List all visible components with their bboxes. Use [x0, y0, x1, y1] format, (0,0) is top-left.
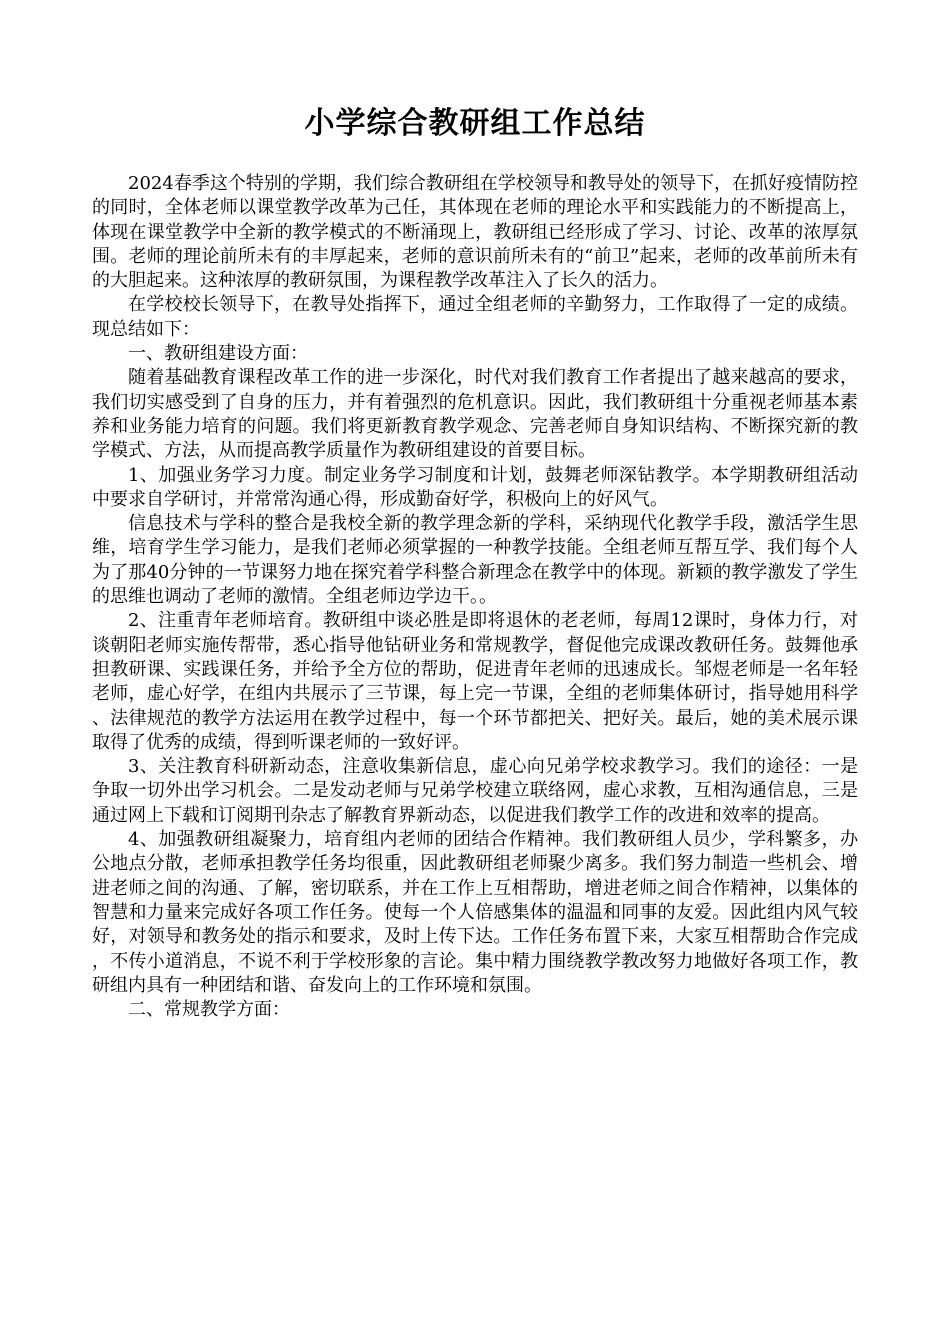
paragraph-it-integration: 信息技术与学科的整合是我校全新的教学理念新的学科，采纳现代化教学手段，激活学生思维，培育学生学习能力，是我们老师必须掌握的一种教学技能。全组老师互帮互学、我们每个人为了那40分钟的一节课努力地在探究着学科整合新理念在教学中的体现。新颖的教学激发了学生的思维也调动了老师的激情。全组老师边学边干。。	[92, 513, 858, 608]
section-heading-routine-teaching: 二、常规教学方面：	[128, 999, 290, 1021]
document-body	[92, 172, 858, 1022]
section-heading-team-building: 一、教研组建设方面：	[128, 343, 308, 365]
paragraph-item-4: 4、加强教研组凝聚力，培育组内老师的团结合作精神。我们教研组人员少，学科繁多，办公地点分散，老师承担教学任务均很重，因此教研组老师聚少离多。我们努力制造一些机会、增进老师之间的沟通、了解，密切联系，并在工作上互相帮助，增进老师之间合作精神，以集体的智慧和力量来完成好各项工作任务。使每一个人倍感集体的温温和同事的友爱。因此组内风气较好，对领导和教务处的指示和要求，及时上传下达。工作任务布置下来，大家互相帮助合作完成，不传小道消息，不说不利于学校形象的言论。集中精力围绕教学教改努力地做好各项工作，教研组内具有一种团结和谐、奋发向上的工作环境和氛围。	[92, 829, 858, 996]
paragraph-summary-lead: 在学校校长领导下，在教导处指挥下，通过全组老师的辛勤努力，工作取得了一定的成绩。现总结如下：	[92, 294, 858, 340]
paragraph-item-1: 1、加强业务学习力度。制定业务学习制度和计划，鼓舞老师深钻教学。本学期教研组活动中要求自学研讨，并常常沟通心得，形成勤奋好学，积极向上的好风气。	[92, 464, 858, 510]
paragraph-intro: 2024春季这个特别的学期，我们综合教研组在学校领导和教导处的领导下，在抓好疫情防控的同时，全体老师以课堂教学改革为己任，其体现在老师的理论水平和实践能力的不断提高上，体现在课堂教学中全新的教学模式的不断涌现上，教研组已经形成了学习、讨论、改革的浓厚氛围。老师的理论前所未有的丰厚起来，老师的意识前所未有的“前卫”起来，老师的改革前所未有的大胆起来。这种浓厚的教研氛围，为课程教学改革注入了长久的活力。	[92, 173, 858, 292]
document-title: 小学综合教研组工作总结	[304, 106, 646, 141]
paragraph-team-building: 随着基础教育课程改革工作的进一步深化，时代对我们教育工作者提出了越来越高的要求，我们切实感受到了自身的压力，并有着强烈的危机意识。因此，我们教研组十分重视老师基本素养和业务能力培育的问题。我们将更新教育教学观念、完善老师自身知识结构、不断探究新的教学模式、方法，从而提高教学质量作为教研组建设的首要目标。	[92, 367, 858, 462]
paragraph-item-2: 2、注重青年老师培育。教研组中谈必胜是即将退休的老老师，每周12课时，身体力行，对谈朝阳老师实施传帮带，悉心指导他钻研业务和常规教学，督促他完成课改教研任务。鼓舞他承担教研课、实践课任务，并给予全方位的帮助，促进青年老师的迅速成长。邹煜老师是一名年轻老师，虚心好学，在组内共展示了三节课，每上完一节课，全组的老师集体研讨，指导她用科学、法律规范的教学方法运用在教学过程中，每一个环节都把关、把好关。最后，她的美术展示课取得了优秀的成绩，得到听课老师的一致好评。	[92, 610, 858, 753]
paragraph-item-3: 3、关注教育科研新动态，注意收集新信息，虚心向兄弟学校求教学习。我们的途径：一是争取一切外出学习机会。二是发动老师与兄弟学校建立联络网，虚心求教，互相沟通信息，三是通过网上下载和订阅期刊杂志了解教育界新动态，以促进我们教学工作的改进和效率的提高。	[92, 756, 858, 826]
